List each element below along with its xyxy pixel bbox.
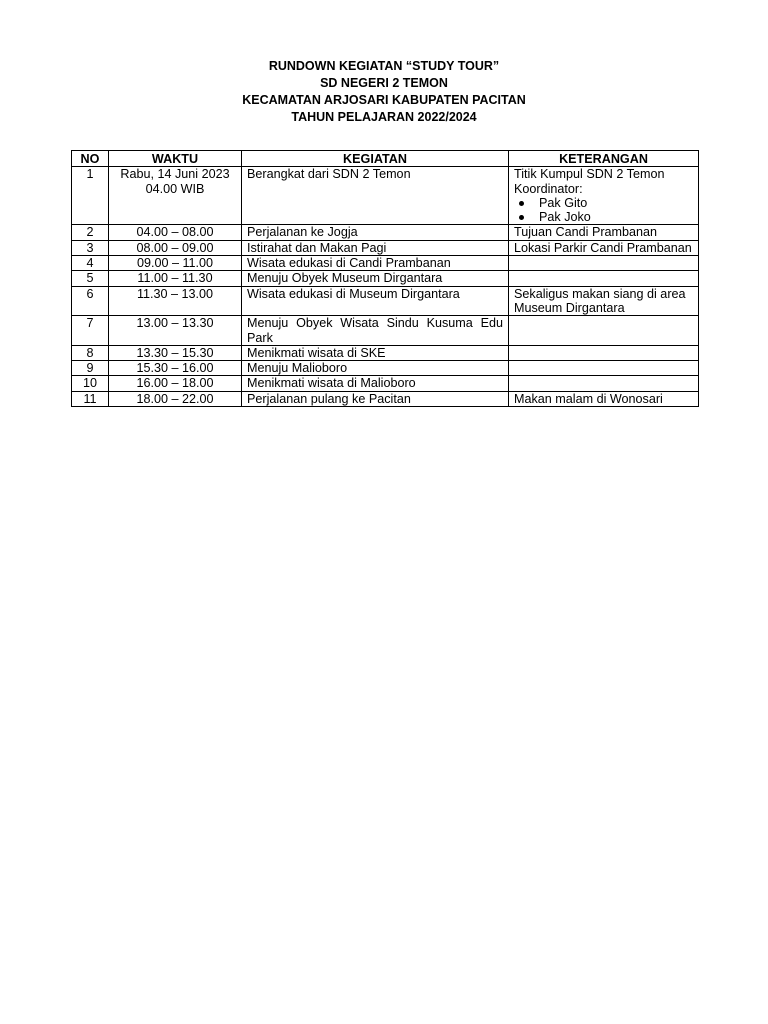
waktu-time: 04.00 WIB	[145, 181, 205, 196]
rundown-table	[71, 150, 699, 407]
cell-waktu: 13.00 – 13.30	[109, 316, 242, 346]
cell-waktu: 13.30 – 15.30	[109, 345, 242, 360]
table-row	[72, 256, 699, 271]
bullet-icon	[519, 215, 524, 220]
title-line-2: SD NEGERI 2 TEMON	[320, 76, 448, 90]
cell-keterangan: Lokasi Parkir Candi Prambanan	[509, 240, 699, 255]
cell-kegiatan: Wisata edukasi di Museum Dirgantara	[242, 286, 509, 316]
cell-kegiatan: Menikmati wisata di Malioboro	[242, 376, 509, 391]
cell-keterangan	[509, 271, 699, 286]
cell-waktu: 08.00 – 09.00	[109, 240, 242, 255]
table-row	[72, 240, 699, 255]
coordinator-name: Pak Gito	[539, 195, 588, 210]
cell-no: 1	[72, 167, 109, 225]
cell-waktu: 04.00 – 08.00	[109, 225, 242, 240]
cell-keterangan	[509, 345, 699, 360]
header-keterangan: KETERANGAN	[509, 151, 699, 167]
cell-keterangan	[509, 361, 699, 376]
cell-kegiatan: Menuju Obyek Wisata Sindu Kusuma Edu Park	[242, 316, 509, 346]
cell-no: 8	[72, 345, 109, 360]
keterangan-line: Koordinator:	[514, 181, 583, 196]
table-row	[72, 361, 699, 376]
cell-waktu: 15.30 – 16.00	[109, 361, 242, 376]
coordinator-item	[514, 210, 693, 224]
cell-keterangan	[509, 167, 699, 225]
table-row	[72, 345, 699, 360]
keterangan-line: Titik Kumpul SDN 2 Temon	[514, 167, 665, 182]
cell-keterangan: Makan malam di Wonosari	[509, 391, 699, 406]
cell-kegiatan: Wisata edukasi di Candi Prambanan	[242, 256, 509, 271]
table-row	[72, 271, 699, 286]
table-row	[72, 391, 699, 406]
title-line-4: TAHUN PELAJARAN 2022/2024	[291, 110, 477, 124]
table-row	[72, 286, 699, 316]
cell-no: 10	[72, 376, 109, 391]
cell-kegiatan: Perjalanan pulang ke Pacitan	[242, 391, 509, 406]
cell-no: 9	[72, 361, 109, 376]
cell-kegiatan: Menuju Obyek Museum Dirgantara	[242, 271, 509, 286]
cell-keterangan	[509, 316, 699, 346]
cell-waktu: 11.00 – 11.30	[109, 271, 242, 286]
bullet-icon	[519, 201, 524, 206]
table-header-row	[72, 151, 699, 167]
cell-kegiatan: Menuju Malioboro	[242, 361, 509, 376]
cell-keterangan	[509, 376, 699, 391]
cell-no: 11	[72, 391, 109, 406]
waktu-date: Rabu, 14 Juni 2023	[120, 167, 230, 182]
header-no: NO	[72, 151, 109, 167]
table-row	[72, 316, 699, 346]
table-row	[72, 225, 699, 240]
title-line-3: KECAMATAN ARJOSARI KABUPATEN PACITAN	[242, 93, 526, 107]
cell-waktu: 09.00 – 11.00	[109, 256, 242, 271]
cell-kegiatan: Berangkat dari SDN 2 Temon	[242, 167, 509, 225]
title-line-1: RUNDOWN KEGIATAN “STUDY TOUR”	[268, 59, 500, 73]
cell-kegiatan: Istirahat dan Makan Pagi	[242, 240, 509, 255]
cell-no: 4	[72, 256, 109, 271]
table-row	[72, 376, 699, 391]
cell-waktu: 16.00 – 18.00	[109, 376, 242, 391]
coordinator-list	[514, 196, 693, 225]
header-waktu: WAKTU	[109, 151, 242, 167]
cell-no: 7	[72, 316, 109, 346]
table-row	[72, 167, 699, 225]
coordinator-item	[514, 196, 693, 210]
header-kegiatan: KEGIATAN	[242, 151, 509, 167]
cell-kegiatan: Menikmati wisata di SKE	[242, 345, 509, 360]
document-title	[0, 58, 768, 126]
cell-no: 6	[72, 286, 109, 316]
cell-keterangan: Sekaligus makan siang di area Museum Dirgantara	[509, 286, 699, 316]
cell-no: 5	[72, 271, 109, 286]
cell-waktu	[109, 167, 242, 225]
cell-no: 2	[72, 225, 109, 240]
cell-waktu: 18.00 – 22.00	[109, 391, 242, 406]
cell-kegiatan: Perjalanan ke Jogja	[242, 225, 509, 240]
cell-keterangan	[509, 256, 699, 271]
coordinator-name: Pak Joko	[539, 210, 591, 225]
cell-no: 3	[72, 240, 109, 255]
cell-keterangan: Tujuan Candi Prambanan	[509, 225, 699, 240]
cell-waktu: 11.30 – 13.00	[109, 286, 242, 316]
